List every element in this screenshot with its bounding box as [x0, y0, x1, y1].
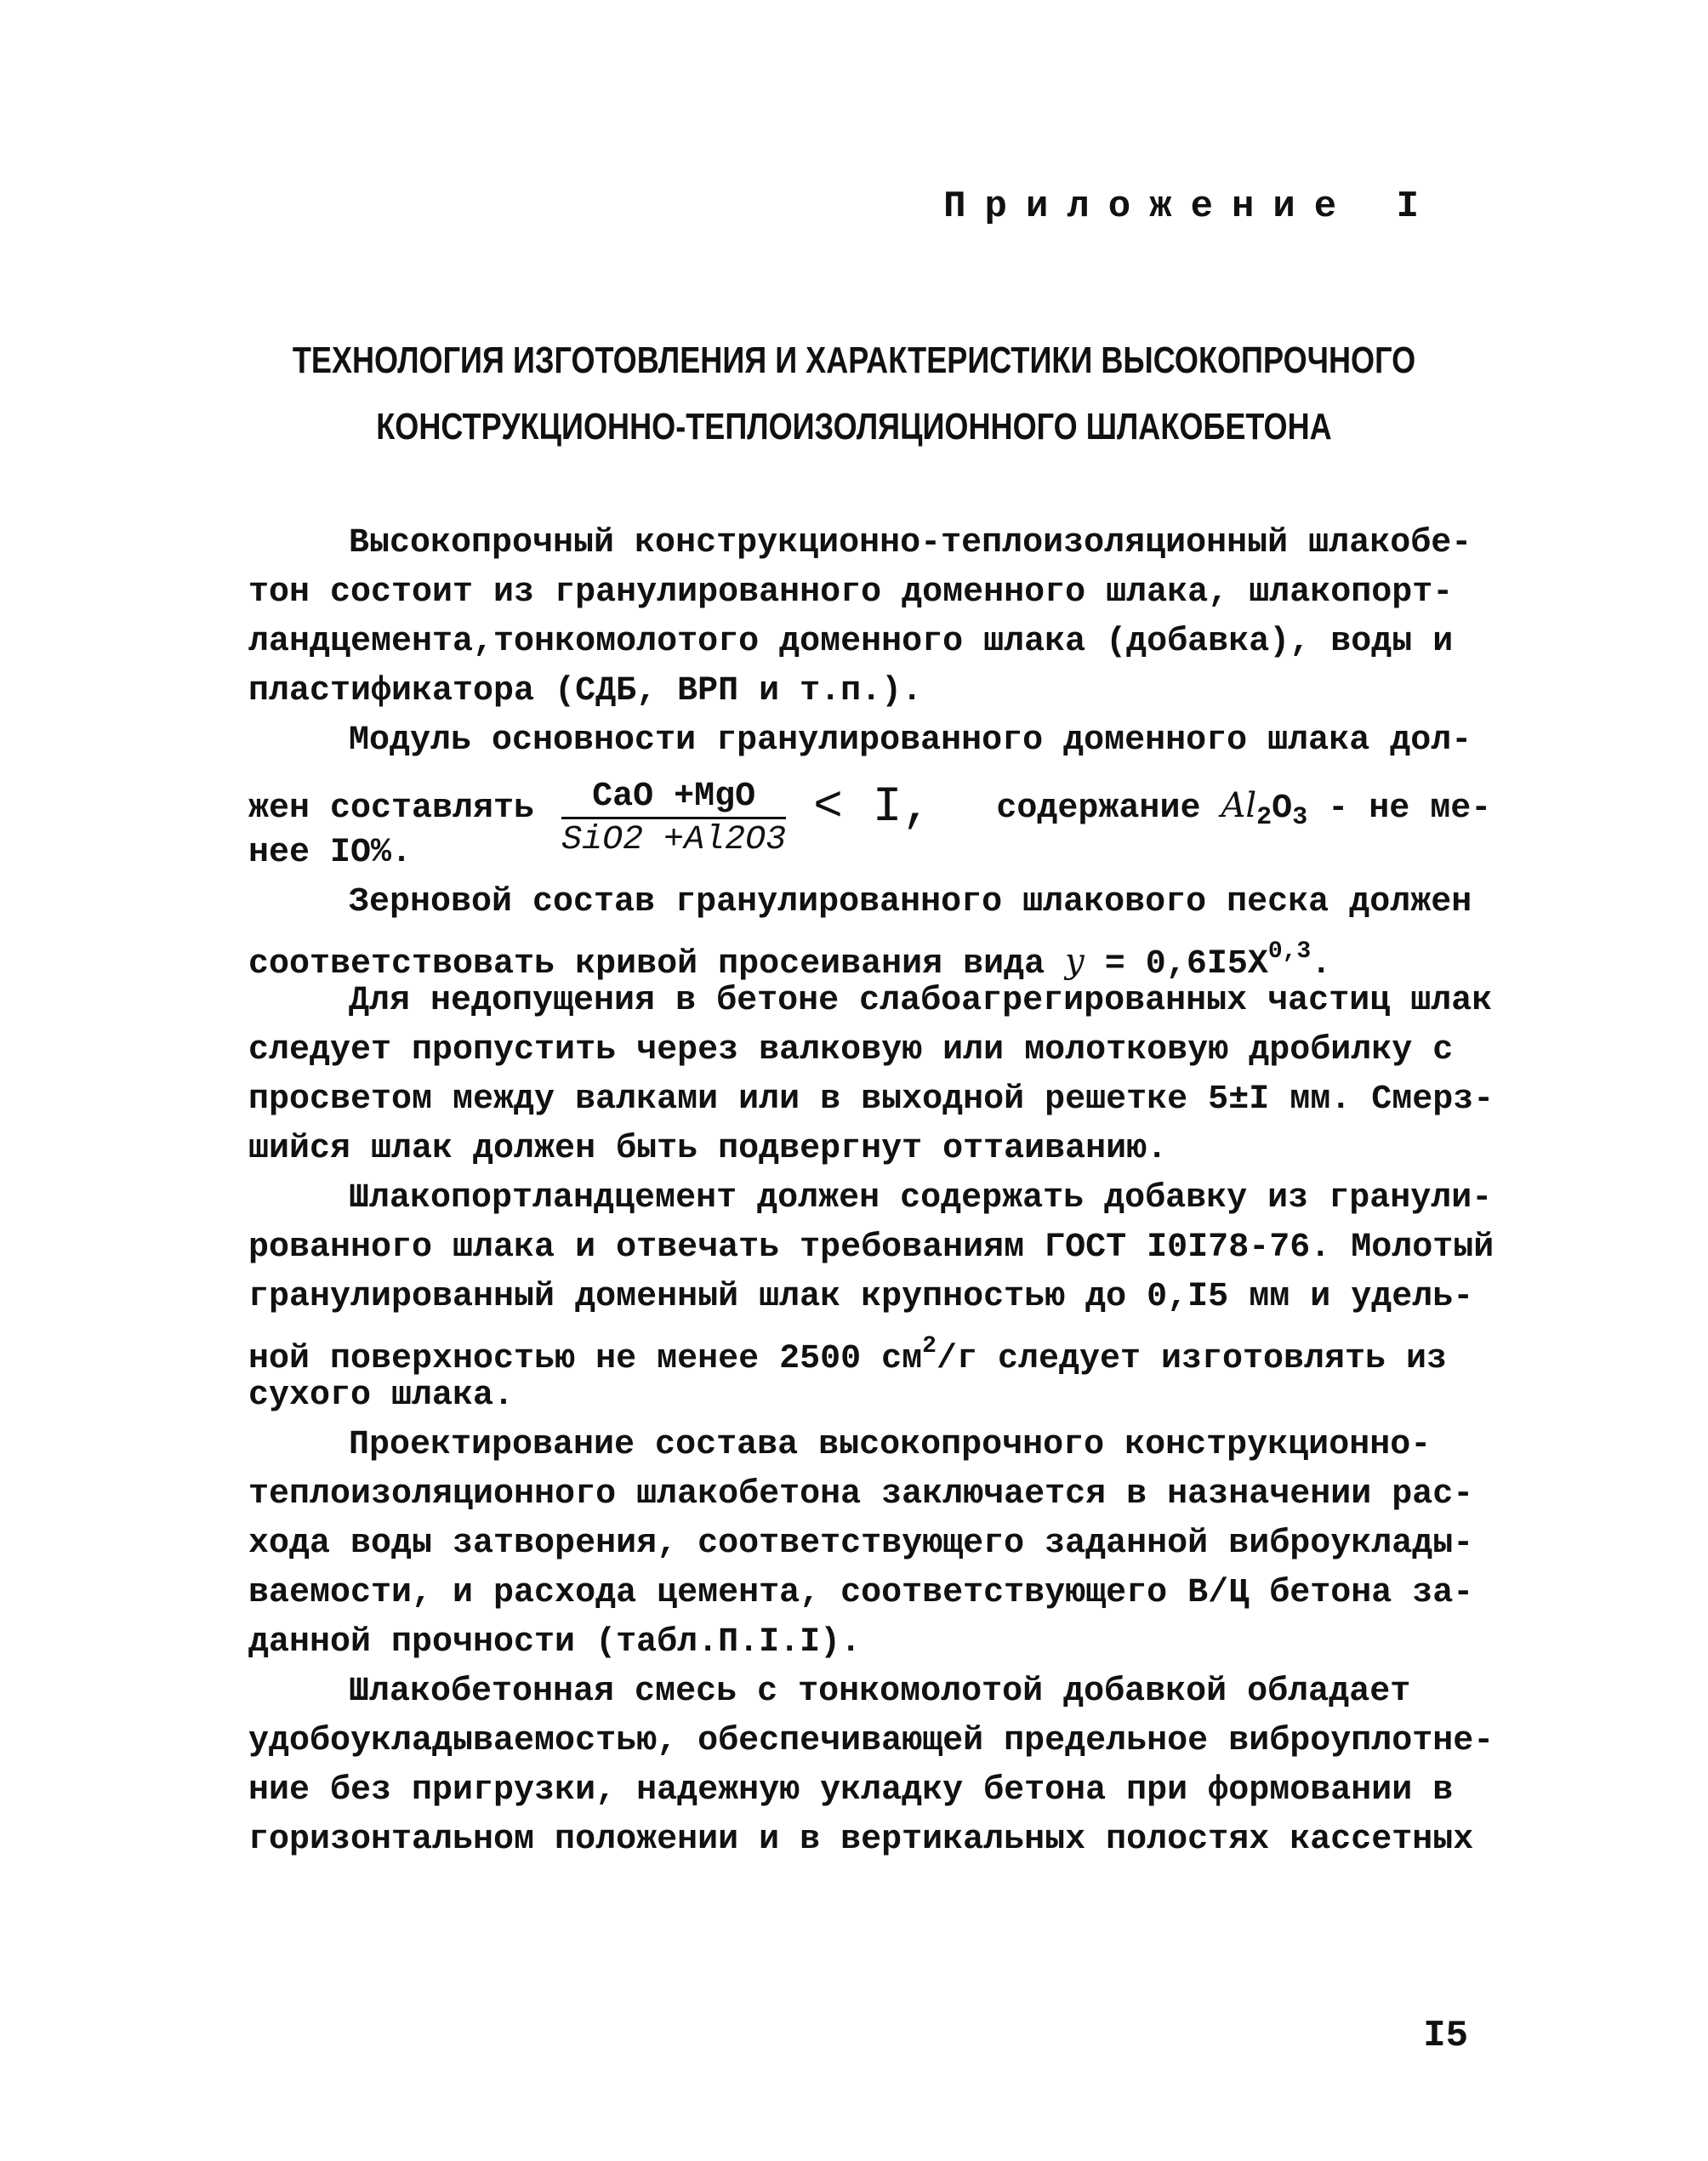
p7-line: ние без пригрузки, надежную укладку бетона при формовании в — [248, 1771, 1454, 1810]
p1-line: пластификатора (СДБ, ВРП и т.п.). — [248, 672, 923, 710]
p4-line: шийся шлак должен быть подвергнут оттаиванию. — [248, 1130, 1168, 1168]
p3-formula-line: соответствовать кривой просеивания вида $y = 0,6I5X^{0,3}$. — [248, 938, 1332, 984]
p1-line: тон состоит из гранулированного доменного шлака, шлакопорт- — [248, 573, 1454, 612]
p2-line: Модуль основности гранулированного доменного шлака дол- — [349, 721, 1472, 760]
p4-line: Для недопущения в бетоне слабоагрегированных частиц шлак — [349, 982, 1493, 1020]
p6-line: данной прочности (табл.П.I.I). — [248, 1623, 862, 1662]
p5-line: рованного шлака и отвечать требованиям ГОСТ I0I78-76. Молотый — [248, 1229, 1494, 1267]
p6-line: ваемости, и расхода цемента, соответствующего В/Ц бетона за- — [248, 1574, 1474, 1612]
alumina-formula: $Al_2O_3$ — [1221, 786, 1308, 833]
page-number: I5 — [1423, 2015, 1468, 2057]
title-line-2: КОНСТРУКЦИОННО-ТЕПЛОИЗОЛЯЦИОННОГО ШЛАКОБЕТОНА — [376, 406, 1332, 448]
p3-line: Зерновой состав гранулированного шлакового песка должен — [349, 883, 1472, 921]
p5-line: сухого шлака. — [248, 1377, 515, 1415]
sieving-curve-y: y — [1065, 942, 1085, 981]
sieving-curve-exponent: 0,3 — [1267, 938, 1312, 965]
p6-line: хода воды затворения, соответствующего заданной виброуклады- — [248, 1525, 1474, 1563]
less-than-one: < I, — [813, 780, 932, 836]
p7-line: горизонтальном положении и в вертикальных полостях кассетных — [248, 1821, 1474, 1859]
p2-line: нее IO%. — [248, 834, 413, 872]
p7-line: удобоукладываемостью, обеспечивающей предельное виброуплотне- — [248, 1722, 1494, 1760]
sieving-curve-formula: = 0,6I5X — [1104, 945, 1268, 984]
basicity-fraction — [561, 778, 786, 862]
p5-line: Шлакопортландцемент должен содержать добавку из гранули- — [349, 1179, 1493, 1217]
p4-line: следует пропустить через валковую или молотковую дробилку с — [248, 1031, 1454, 1069]
title-line-1: ТЕХНОЛОГИЯ ИЗГОТОВЛЕНИЯ И ХАРАКТЕРИСТИКИ ВЫСОКОПРОЧНОГО — [292, 339, 1416, 381]
p5-line: гранулированный доменный шлак крупностью до 0,I5 мм и удель- — [248, 1278, 1474, 1316]
document-title — [154, 328, 1555, 460]
p5-line: ной поверхностью не менее 2500 $см^2/г$ следует изготовлять из — [248, 1333, 1448, 1378]
p7-line: Шлакобетонная смесь с тонкомолотой добавкой обладает — [349, 1673, 1411, 1711]
fraction-numerator: CaO +MgO — [561, 778, 786, 819]
body-text — [248, 519, 1494, 1865]
fraction-denominator: SiO2 +Al2O3 — [561, 821, 787, 859]
p1-line: Высокопрочный конструкционно-теплоизоляционный шлакобе- — [349, 524, 1472, 562]
p1-line: ландцемента,тонкомолотого доменного шлака (добавка), воды и — [248, 623, 1454, 661]
appendix-label: Приложение I — [943, 185, 1438, 228]
p4-line: просветом между валками или в выходной решетке 5±I мм. Смерз- — [248, 1080, 1494, 1119]
p6-line: теплоизоляционного шлакобетона заключается в назначении рас- — [248, 1475, 1474, 1514]
p6-line: Проектирование состава высокопрочного конструкционно- — [349, 1426, 1432, 1464]
p2-formula-line: жен составлять $\frac{\text{CaO +MgO}}{\text{SiO2 +Al2O3}}$ < I, содержание $Al_2O_3$ - не ме- — [248, 766, 1473, 829]
